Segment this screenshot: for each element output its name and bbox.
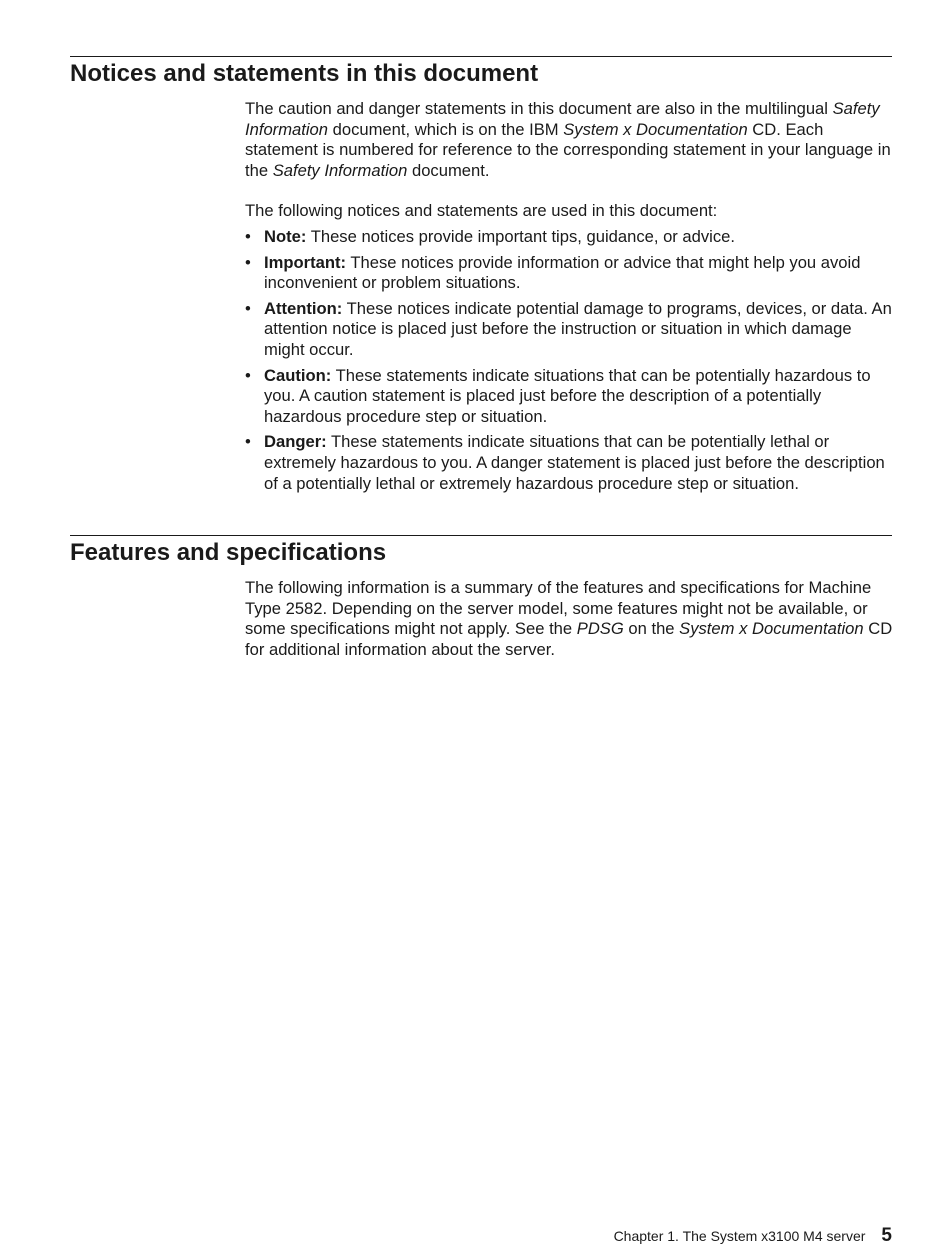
notices-intro-paragraph: The caution and danger statements in this document are also in the multilingual Safety Information document, which is on the IBM System x Documentation CD. Each statement is numbered for reference to the corresponding statement in your language in the Safety Information document. [245, 99, 891, 180]
list-item-important [245, 253, 893, 294]
notice-term: Important: [264, 252, 347, 272]
notice-description: These notices provide information or advice that might help you avoid inconvenient or problem situations. [264, 252, 861, 293]
documentation-cd-title: System x Documentation [563, 119, 748, 139]
notice-description: These statements indicate situations that can be potentially hazardous to you. A caution statement is placed just before the description of a potentially hazardous procedure step or situation. [264, 365, 871, 426]
bullet-icon: • [245, 252, 251, 272]
notice-term: Danger: [264, 432, 327, 452]
page-footer [614, 1224, 892, 1248]
bullet-icon: • [245, 226, 251, 246]
notice-types-list [245, 227, 893, 494]
chapter-title: Chapter 1. The System x3100 M4 server [613, 1228, 866, 1244]
safety-information-title: Safety Information [272, 160, 408, 180]
pdsg-title: PDSG [576, 619, 624, 639]
notice-term: Attention: [264, 298, 343, 318]
notice-description: These statements indicate situations that can be potentially lethal or extremely hazardous to you. A danger statement is placed just before the description of a potentially lethal or extremely hazardous procedure step or situation. [264, 432, 885, 493]
list-item-attention [245, 299, 893, 361]
bullet-icon: • [245, 298, 251, 318]
bullet-icon: • [245, 365, 251, 385]
list-item-danger [245, 432, 893, 494]
safety-information-title: Safety Information [245, 99, 880, 139]
list-item-note [245, 227, 893, 248]
section-divider-top [70, 56, 892, 57]
features-paragraph: The following information is a summary of the features and specifications for Machine Type 2582. Depending on the server model, some features might not be available, or some specifications might not apply. See the PDSG on the System x Documentation CD for additional information about the server. [245, 578, 893, 659]
notice-term: Caution: [264, 365, 332, 385]
notice-description: These notices provide important tips, guidance, or advice. [306, 226, 736, 246]
notices-list-intro: The following notices and statements are used in this document: [245, 201, 718, 221]
features-section-body [245, 578, 893, 660]
notice-term: Note: [264, 226, 307, 246]
notices-section-body [245, 99, 893, 494]
section-heading-features: Features and specifications [70, 539, 387, 566]
documentation-cd-title: System x Documentation [679, 619, 864, 639]
bullet-icon: • [245, 432, 251, 452]
section-divider-features [70, 535, 892, 536]
page-number: 5 [881, 1225, 892, 1246]
notice-description: These notices indicate potential damage to programs, devices, or data. An attention notice is placed just before the instruction or situation in which damage might occur. [264, 298, 892, 359]
section-heading-notices: Notices and statements in this document [70, 60, 539, 87]
list-item-caution [245, 366, 893, 428]
